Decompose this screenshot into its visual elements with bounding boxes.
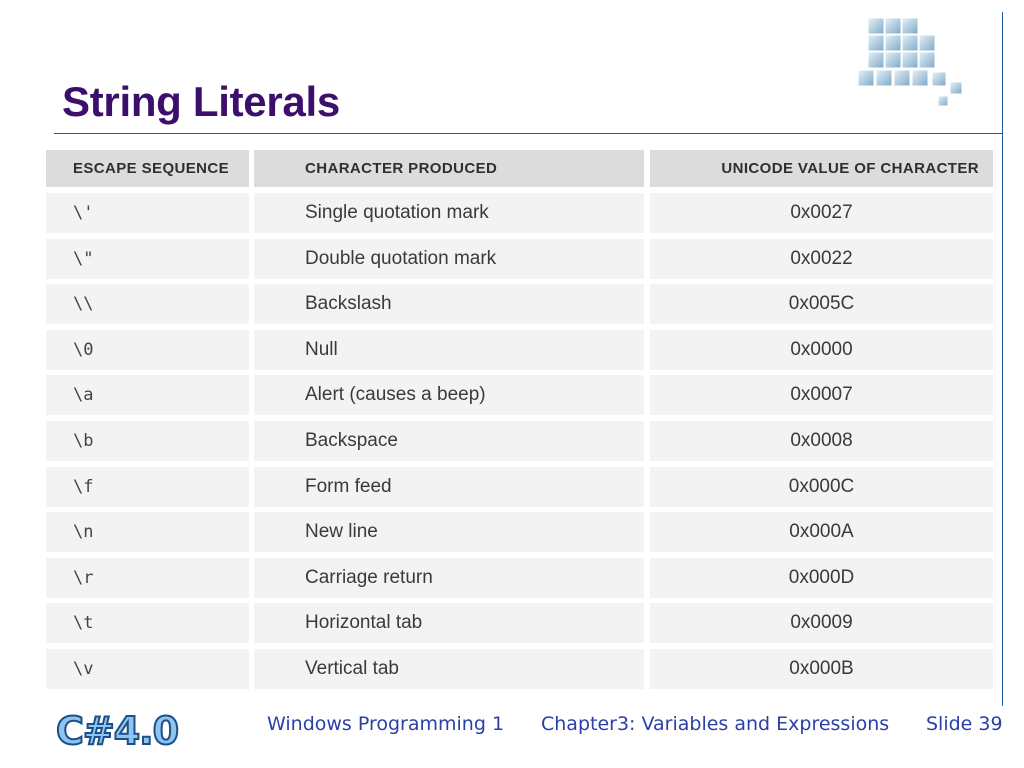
frame-line-horizontal [54, 133, 1002, 134]
header-unicode-value: UNICODE VALUE OF CHARACTER [650, 150, 993, 187]
unicode-cell: 0x000A [650, 512, 993, 552]
slide-title: String Literals [62, 78, 340, 125]
header-escape-sequence: ESCAPE SEQUENCE [46, 150, 249, 187]
table-row [46, 603, 993, 643]
footer-slide-number: Slide 39 [926, 713, 1003, 735]
table-row [46, 467, 993, 507]
character-cell: Double quotation mark [254, 239, 644, 279]
unicode-cell: 0x005C [650, 284, 993, 324]
character-cell: New line [254, 512, 644, 552]
cube-stack-icon [846, 10, 976, 116]
escape-sequence-cell: \r [46, 558, 249, 598]
character-cell: Single quotation mark [254, 193, 644, 233]
table-header-row [46, 150, 993, 187]
unicode-cell: 0x0007 [650, 375, 993, 415]
escape-sequence-cell: \b [46, 421, 249, 461]
footer-chapter: Chapter3: Variables and Expressions [541, 713, 890, 735]
unicode-cell: 0x0022 [650, 239, 993, 279]
escape-sequence-cell: \" [46, 239, 249, 279]
slide-footer [0, 713, 1024, 743]
table-row [46, 649, 993, 689]
escape-sequence-cell: \t [46, 603, 249, 643]
table-row [46, 330, 993, 370]
table-row [46, 512, 993, 552]
escape-sequence-cell: \v [46, 649, 249, 689]
unicode-cell: 0x000C [650, 467, 993, 507]
escape-sequence-table [46, 150, 993, 695]
escape-sequence-cell: \\ [46, 284, 249, 324]
footer-course: Windows Programming 1 [267, 713, 505, 735]
table-row [46, 193, 993, 233]
table-row [46, 375, 993, 415]
table-row [46, 558, 993, 598]
escape-sequence-cell: \f [46, 467, 249, 507]
escape-sequence-cell: \n [46, 512, 249, 552]
table-row [46, 421, 993, 461]
character-cell: Backslash [254, 284, 644, 324]
frame-line-vertical [1002, 12, 1003, 706]
character-cell: Alert (causes a beep) [254, 375, 644, 415]
unicode-cell: 0x0008 [650, 421, 993, 461]
character-cell: Vertical tab [254, 649, 644, 689]
unicode-cell: 0x0027 [650, 193, 993, 233]
escape-sequence-cell: \0 [46, 330, 249, 370]
csharp-logo: C#4.0 [56, 709, 179, 753]
unicode-cell: 0x000D [650, 558, 993, 598]
unicode-cell: 0x000B [650, 649, 993, 689]
character-cell: Carriage return [254, 558, 644, 598]
table-row [46, 239, 993, 279]
character-cell: Backspace [254, 421, 644, 461]
character-cell: Horizontal tab [254, 603, 644, 643]
table-row [46, 284, 993, 324]
character-cell: Form feed [254, 467, 644, 507]
unicode-cell: 0x0000 [650, 330, 993, 370]
unicode-cell: 0x0009 [650, 603, 993, 643]
escape-sequence-cell: \a [46, 375, 249, 415]
escape-sequence-cell: \' [46, 193, 249, 233]
header-character-produced: CHARACTER PRODUCED [254, 150, 644, 187]
character-cell: Null [254, 330, 644, 370]
